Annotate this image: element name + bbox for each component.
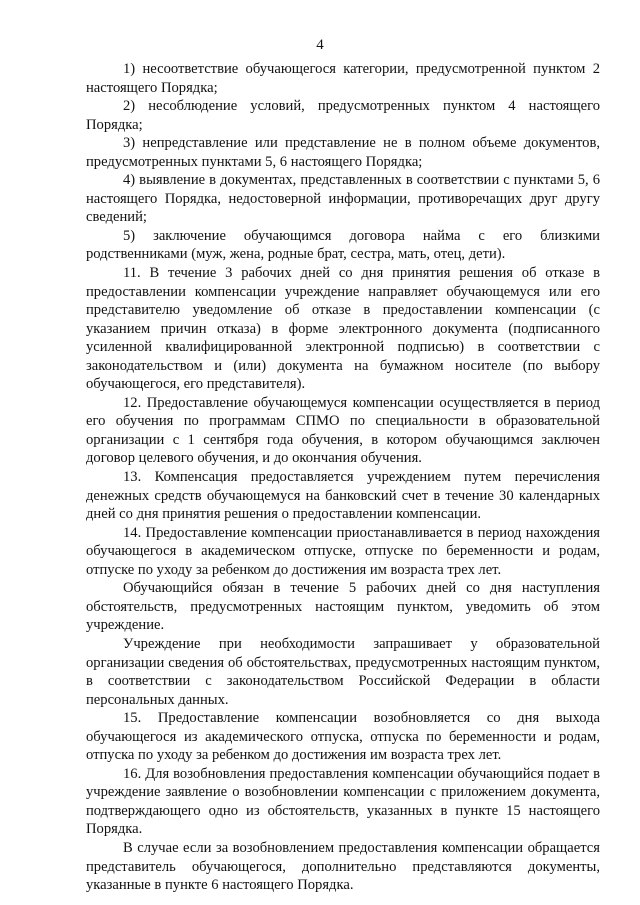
clause-16: 16. Для возобновления предоставления компенсации обучающийся подает в учреждение заявление о возобновлении компенсации с приложением документа, подтверждающего одно из обстоятельств, указанных в пункте 15 настоящего Порядка. [86,765,600,838]
clause-14: 14. Предоставление компенсации приостанавливается в период нахождения обучающегося в академическом отпуске, отпуске по беременности и родам, отпуске по уходу за ребенком до достижения им возраста трех лет. [86,524,600,578]
clause-11: 11. В течение 3 рабочих дней со дня принятия решения об отказе в предоставлении компенсации учреждение направляет обучающемуся или его представителю уведомление об отказе в предоставлении компенсации (с указанием причин отказа) в форме электронного документа (подписанного усиленной квалифицированной электронной подписью) в соответствии с законодательством и (или) документа на бумажном носителе (по выбору обучающегося, его представителя). [86,265,600,393]
list-item-3: 3) непредставление или представление не в полном объеме документов, предусмотренных пунктами 5, 6 настоящего Порядка; [86,135,600,170]
clause-12: 12. Предоставление обучающемуся компенсации осуществляется в период его обучения по программам СПМО по специальности в образовательной организации с 1 сентября года обучения, в котором обучающимся заключен договор целевого обучения, и до окончания обучения. [86,394,600,467]
clause-13: 13. Компенсация предоставляется учреждением путем перечисления денежных средств обучающемуся на банковский счет в течение 30 календарных дней со дня принятия решения о предоставлении компенсации. [86,469,600,523]
clause-15: 15. Предоставление компенсации возобновляется со дня выхода обучающегося из академического отпуска, отпуска по беременности и родам, отпуска по уходу за ребенком до достижения им возраста трех лет. [86,710,600,764]
list-item-4: 4) выявление в документах, представленных в соответствии с пунктами 5, 6 настоящего Порядка, недостоверной информации, противоречащих друг другу сведений; [86,172,600,226]
list-item-1: 1) несоответствие обучающегося категории, предусмотренной пунктом 2 настоящего Порядка; [86,61,600,96]
clause-16-representative: В случае если за возобновлением предоставления компенсации обращается представитель обучающегося, дополнительно представляются документы, указанные в пункте 6 настоящего Порядка. [86,839,600,894]
clause-14-notice-obligation: Обучающийся обязан в течение 5 рабочих дней со дня наступления обстоятельств, предусмотренных настоящим пунктом, уведомить об этом учреждение. [86,580,600,634]
clause-14-institution-request: Учреждение при необходимости запрашивает у образовательной организации сведения об обстоятельствах, предусмотренных настоящим пунктом, в соответствии с законодательством Российской Федерации в области персональных данных. [86,635,600,708]
list-item-2: 2) несоблюдение условий, предусмотренных пунктом 4 настоящего Порядка; [86,98,600,133]
document-body [86,60,600,895]
list-item-5: 5) заключение обучающимся договора найма с его близкими родственниками (муж, жена, родные брат, сестра, мать, отец, дети). [86,227,600,263]
page-number: 4 [316,37,324,53]
